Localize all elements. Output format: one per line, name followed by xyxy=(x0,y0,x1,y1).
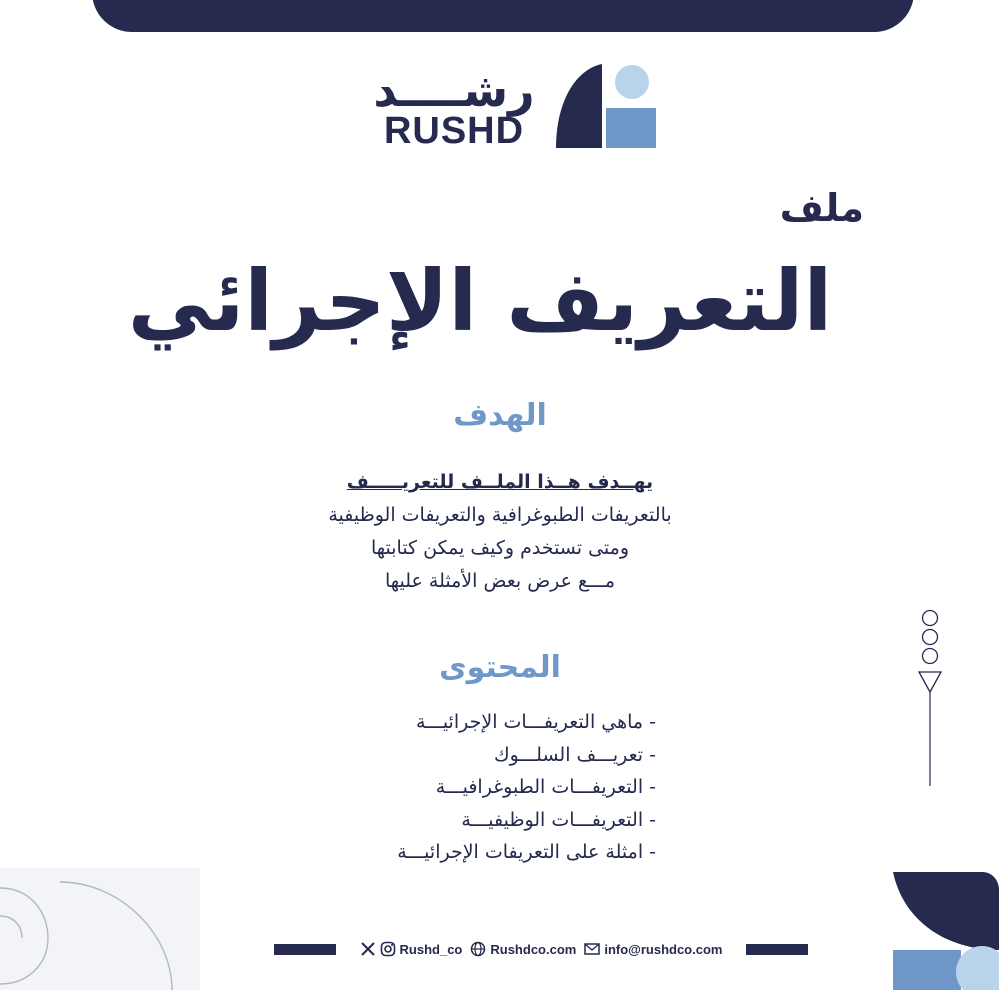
brand-name-arabic: رشــــد xyxy=(373,63,535,117)
list-item: - ماهي التعريفـــات الإجرائيـــة xyxy=(415,711,656,733)
footer-contact-bar xyxy=(274,936,808,962)
email-text: info@rushdco.com xyxy=(604,941,723,957)
contents-list xyxy=(300,706,656,869)
instagram-icon xyxy=(380,941,396,957)
goal-line: ومتى تستخدم وكيف يمكن كتابتها xyxy=(370,537,630,559)
top-banner-bar xyxy=(92,0,914,32)
corner-shapes xyxy=(890,872,999,990)
side-decoration xyxy=(912,606,948,790)
goal-heading: الهدف xyxy=(453,398,547,433)
footer-divider-right xyxy=(746,944,808,955)
website-link[interactable] xyxy=(470,941,576,957)
globe-icon xyxy=(470,941,486,957)
goal-line: بالتعريفات الطبوغرافية والتعريفات الوظيفية xyxy=(328,504,672,526)
footer-divider-left xyxy=(274,944,336,955)
page-title: التعريف الإجرائي xyxy=(127,252,833,350)
social-handle-text: Rushd_co xyxy=(399,941,463,957)
x-twitter-icon xyxy=(360,941,376,957)
mail-icon xyxy=(584,941,600,957)
rushd-logo-icon xyxy=(556,64,656,148)
brand-name-english: RUSHD xyxy=(383,110,525,152)
title-kicker: ملف xyxy=(779,186,864,230)
list-item: - التعريفـــات الطبوغرافيـــة xyxy=(435,776,656,798)
email-link[interactable] xyxy=(584,941,722,957)
contents-heading: المحتوى xyxy=(439,650,561,685)
goal-line: يهــدف هــذا الملــف للتعريـــــف xyxy=(346,471,654,493)
decorative-arcs xyxy=(0,868,200,990)
goal-line: مـــع عرض بعض الأمثلة عليها xyxy=(384,570,616,592)
list-item: - التعريفـــات الوظيفيـــة xyxy=(461,808,656,831)
list-item: - امثلة على التعريفات الإجرائيـــة xyxy=(397,841,656,863)
website-text: Rushdco.com xyxy=(490,941,577,957)
social-handle[interactable] xyxy=(360,941,463,957)
list-item: - تعريـــف السلـــوك xyxy=(493,743,656,766)
goal-description xyxy=(230,466,770,598)
